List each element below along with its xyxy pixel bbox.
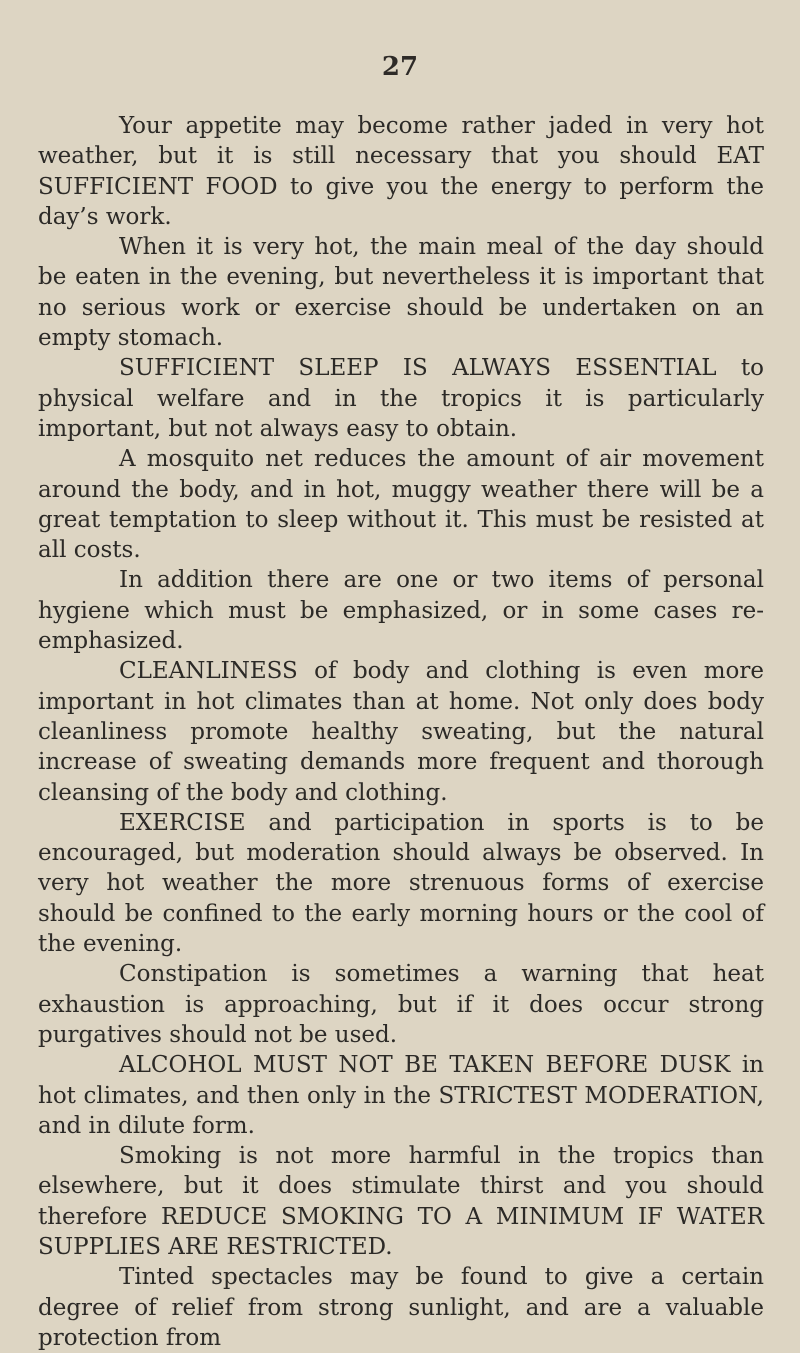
paragraph-smoking: Smoking is not more harmful in the tropics than elsewhere, but it does stimulate thirst and you should therefore REDUCE SMOKING TO A MINIMUM IF WATER SUPPLIES ARE RESTRICTED. bbox=[38, 1143, 764, 1260]
paragraph-tinted-spectacles: Tinted spectacles may be found to give a certain degree of relief from strong sunlight, and are a valuable protection from bbox=[38, 1264, 764, 1351]
paragraph-constipation: Constipation is sometimes a warning that heat exhaustion is approaching, but if it does occur strong purgatives should not be used. bbox=[38, 961, 764, 1048]
paragraph-cleanliness: CLEANLINESS of body and clothing is even more important in hot climates than at home. Not only does body cleanliness promote healthy sweating, but the natural increase of sweating demands more frequent and thorough cleansing of the body and clothing. bbox=[38, 658, 764, 806]
page-number: 27 bbox=[381, 52, 419, 82]
paragraph-appetite: Your appetite may become rather jaded in very hot weather, but it is still necessary that you should EAT SUFFICIENT FOOD to give you the energy to perform the day’s work. bbox=[38, 113, 764, 230]
paragraph-main-meal: When it is very hot, the main meal of the day should be eaten in the evening, but nevertheless it is important that no serious work or exercise should be undertaken on an empty stomach. bbox=[38, 234, 764, 352]
paragraph-alcohol: ALCOHOL MUST NOT BE TAKEN BEFORE DUSK in hot climates, and then only in the STRICTEST MODERATION, and in dilute form. bbox=[38, 1052, 764, 1139]
body-text bbox=[38, 111, 764, 1353]
paragraph-exercise: EXERCISE and participation in sports is to be encouraged, but moderation should always be observed. In very hot weather the more strenuous forms of exercise should be confined to the early morning hours or the cool of the evening. bbox=[38, 809, 764, 958]
paragraph-personal-hygiene: In addition there are one or two items of personal hygiene which must be emphasized, or in some cases re-emphasized. bbox=[38, 567, 764, 655]
paragraph-mosquito-net: A mosquito net reduces the amount of air movement around the body, and in hot, muggy weather there will be a great temptation to sleep without it. This must be resisted at all costs. bbox=[38, 446, 764, 564]
paragraph-sleep: SUFFICIENT SLEEP IS ALWAYS ESSENTIAL to physical welfare and in the tropics it is particularly important, but not always easy to obtain. bbox=[38, 355, 764, 442]
